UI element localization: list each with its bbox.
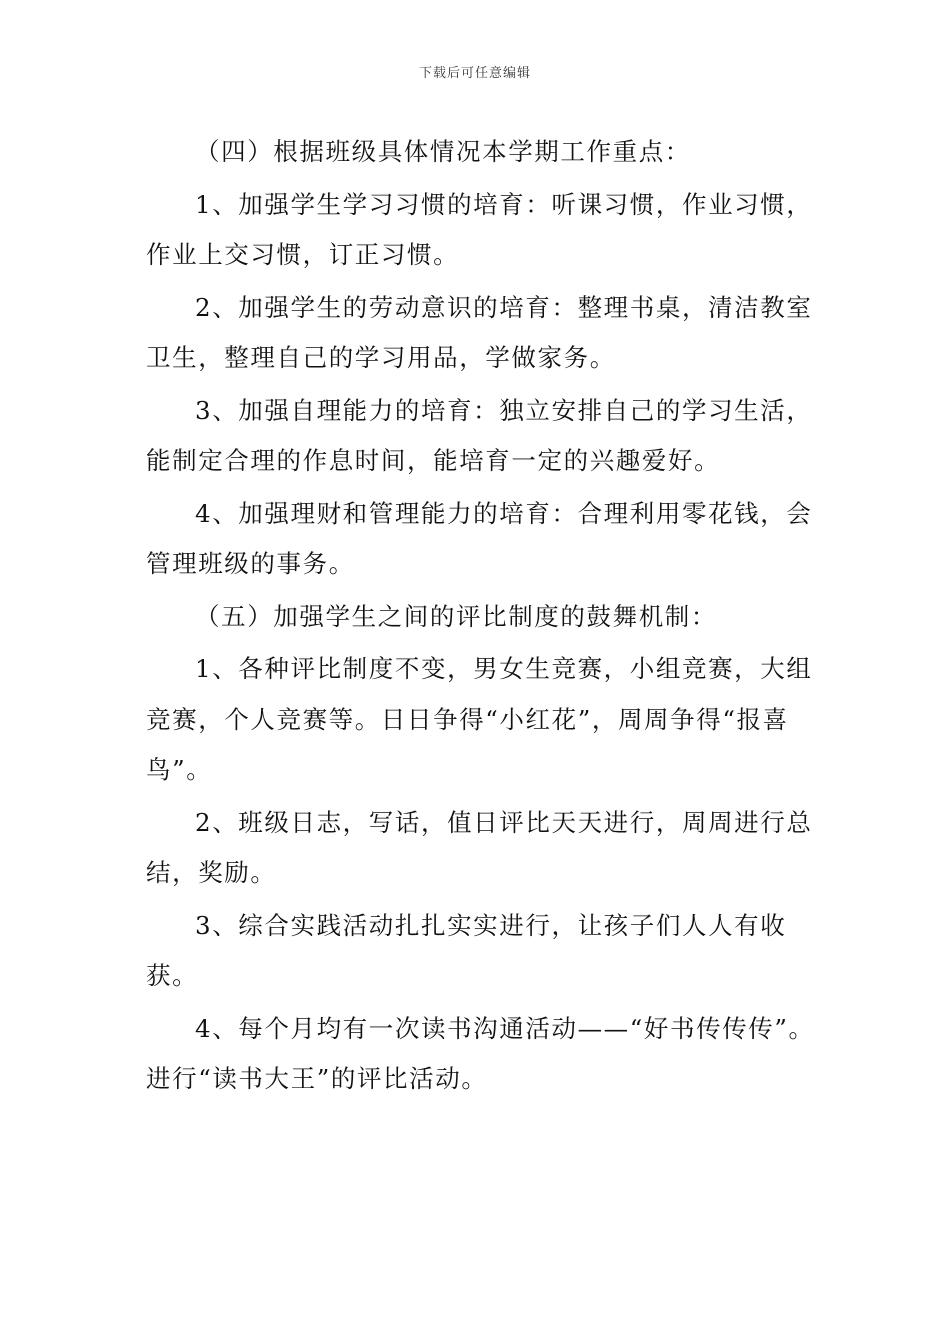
list-item: 1、加强学生学习习惯的培育：听课习惯，作业习惯，作业上交习惯，订正习惯。 [146, 189, 813, 269]
section-heading-four: （四）根据班级具体情况本学期工作重点： [195, 137, 691, 166]
list-item: 1、各种评比制度不变，男女生竞赛，小组竞赛，大组竞赛，个人竞赛等。日日争得“小红花”，周周争得“报喜鸟”。 [146, 654, 813, 784]
page-header-note: 下载后可任意编辑 [418, 66, 531, 81]
list-item: 3、综合实践活动扎扎实实进行，让孩子们人人有收获。 [146, 910, 787, 990]
list-item: 4、每个月均有一次读书沟通活动——“好书传传传”。进行“读书大王”的评比活动。 [146, 1013, 815, 1093]
list-item: 2、加强学生的劳动意识的培育：整理书桌，清洁教室卫生，整理自己的学习用品，学做家务。 [146, 292, 813, 372]
section-heading-five: （五）加强学生之间的评比制度的鼓舞机制： [195, 601, 717, 631]
list-item: 2、班级日志，写话，值日评比天天进行，周周进行总结，奖励。 [146, 807, 813, 887]
document-body [146, 127, 818, 1107]
list-item: 3、加强自理能力的培育：独立安排自己的学习生活，能制定合理的作息时间，能培育一定的兴趣爱好。 [146, 395, 813, 475]
list-item: 4、加强理财和管理能力的培育：合理利用零花钱，会管理班级的事务。 [146, 498, 813, 578]
